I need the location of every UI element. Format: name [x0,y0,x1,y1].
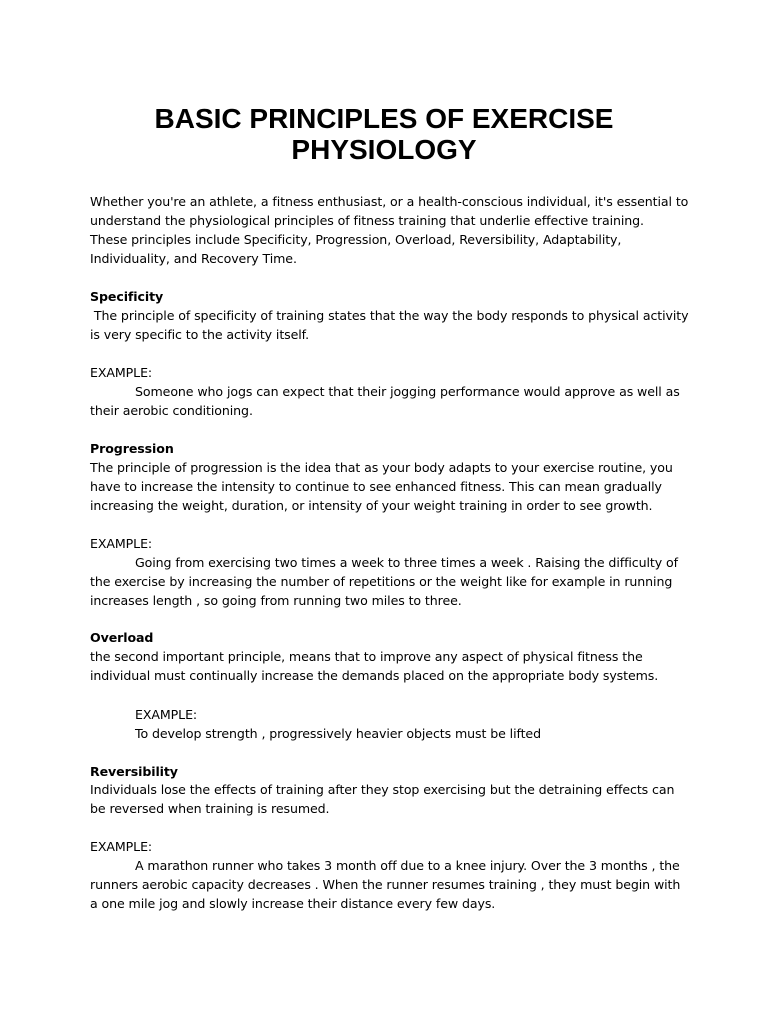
page-title-line-2: PHYSIOLOGY [291,134,477,165]
intro-line-4: Individuality, and Recovery Time. [90,251,297,266]
reversibility-body-line-1: Individuals lose the effects of training after they stop exercising but the detraining effects can [90,782,675,797]
reversibility-example-label: EXAMPLE: [90,839,153,854]
page-title [0,103,768,165]
specificity-example-line-2: their aerobic conditioning. [90,403,253,418]
overload-example-line-1: To develop strength , progressively heavier objects must be lifted [135,726,541,741]
specificity-example-line-1: Someone who jogs can expect that their jogging performance would approve as well as [135,384,680,399]
specificity-body-line-1: The principle of specificity of training states that the way the body responds to physical activity [90,308,689,323]
specificity-example-label: EXAMPLE: [90,365,153,380]
reversibility-example-line-2: runners aerobic capacity decreases . When the runner resumes training , they must begin with [90,877,681,892]
overload-body-line-1: the second important principle, means that to improve any aspect of physical fitness the [90,649,643,664]
reversibility-example-line-3: a one mile jog and slowly increase their distance every few days. [90,896,496,911]
section-heading-specificity: Specificity [90,289,164,304]
section-heading-reversibility: Reversibility [90,764,178,779]
progression-example-line-3: increases length , so going from running two miles to three. [90,593,462,608]
progression-example-line-2: the exercise by increasing the number of repetitions or the weight like for example in running [90,574,673,589]
section-heading-overload: Overload [90,630,154,645]
progression-example-label: EXAMPLE: [90,536,153,551]
progression-body-line-3: increasing the weight, duration, or intensity of your weight training in order to see growth. [90,498,653,513]
section-heading-progression: Progression [90,441,174,456]
specificity-body-line-2: is very specific to the activity itself. [90,327,309,342]
overload-body-line-2: individual must continually increase the demands placed on the appropriate body systems. [90,668,659,683]
progression-body-line-2: have to increase the intensity to continue to see enhanced fitness. This can mean gradually [90,479,662,494]
progression-example-line-1: Going from exercising two times a week to three times a week . Raising the difficulty of [135,555,678,570]
page-title-line-1: BASIC PRINCIPLES OF EXERCISE [154,103,614,134]
progression-body-line-1: The principle of progression is the idea that as your body adapts to your exercise routine, you [90,460,673,475]
reversibility-example-line-1: A marathon runner who takes 3 month off due to a knee injury. Over the 3 months , the [135,858,680,873]
intro-line-3: These principles include Specificity, Progression, Overload, Reversibility, Adaptability, [90,232,622,247]
intro-line-1: Whether you're an athlete, a fitness enthusiast, or a health-conscious individual, it's essential to [90,194,689,209]
reversibility-body-line-2: be reversed when training is resumed. [90,801,330,816]
overload-example-label: EXAMPLE: [135,707,198,722]
intro-line-2: understand the physiological principles of fitness training that underlie effective training. [90,213,644,228]
